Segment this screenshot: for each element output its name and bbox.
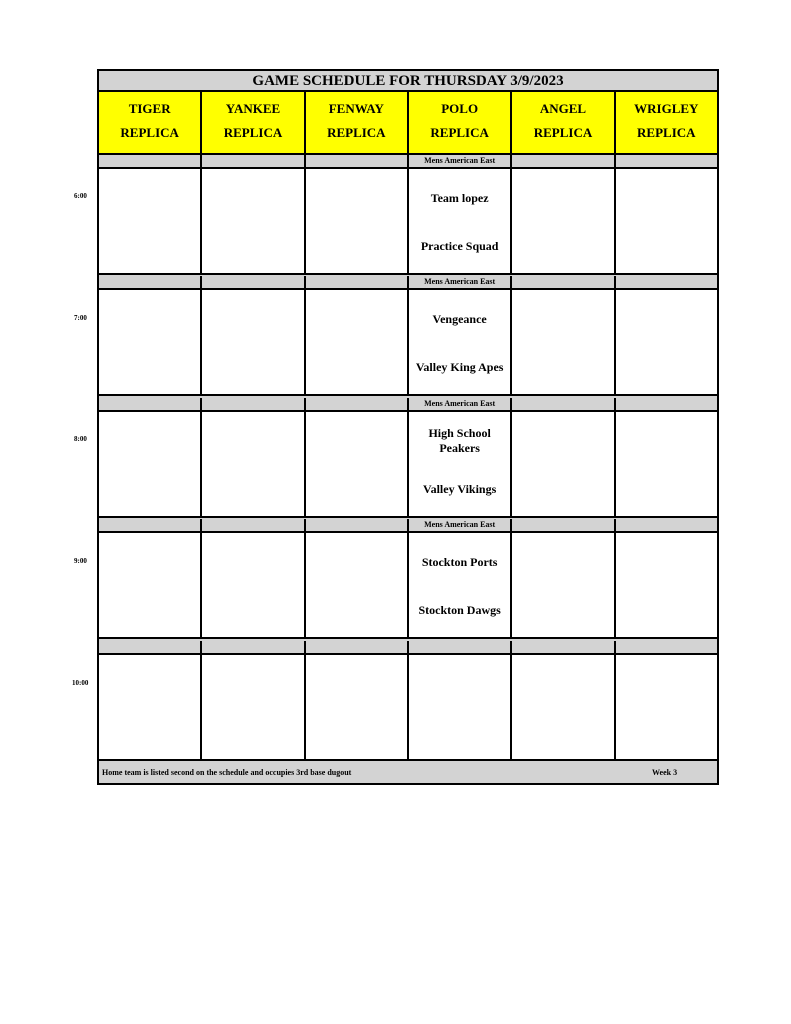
field-subtitle: REPLICA	[223, 125, 283, 140]
away-team	[308, 181, 405, 215]
game-cell	[306, 169, 409, 273]
away-team	[618, 181, 715, 215]
game-cell	[616, 412, 717, 516]
field-subtitle: REPLICA	[120, 125, 179, 140]
away-team: Vengeance	[432, 311, 487, 326]
away-team	[308, 667, 405, 701]
game-cell	[202, 412, 305, 516]
time-label-7: 7:00	[74, 314, 87, 322]
field-name: WRIGLEY	[634, 101, 699, 116]
game-cell	[616, 290, 717, 394]
schedule-title: GAME SCHEDULE FOR THURSDAY 3/9/2023	[99, 71, 717, 92]
game-cell	[99, 412, 202, 516]
away-team	[618, 667, 715, 701]
away-team	[514, 302, 611, 336]
field-header-yankee	[202, 92, 305, 153]
division-label: Mens American East	[409, 398, 512, 410]
game-cell	[306, 412, 409, 516]
division-label	[99, 155, 202, 167]
away-team: Team lopez	[430, 190, 489, 205]
field-name: ANGEL	[539, 101, 587, 116]
game-cell	[202, 290, 305, 394]
time-label-6: 6:00	[74, 192, 87, 200]
division-band	[99, 276, 717, 290]
field-header-wrigley	[616, 92, 717, 153]
division-label	[512, 276, 615, 288]
division-label: Mens American East	[409, 155, 512, 167]
footer-note: Home team is listed second on the schedule and occupies 3rd base dugout	[102, 768, 352, 777]
home-team: Valley Vikings	[423, 482, 497, 496]
away-team	[101, 424, 198, 458]
week-label: Week 3	[652, 768, 678, 777]
away-team	[308, 424, 405, 458]
division-label	[616, 519, 717, 531]
division-label	[99, 276, 202, 288]
time-label-8: 8:00	[74, 435, 87, 443]
division-label	[512, 155, 615, 167]
field-header-angel	[512, 92, 615, 153]
division-label	[306, 155, 409, 167]
time-slot-row	[99, 290, 717, 396]
away-team	[101, 302, 198, 336]
away-team	[514, 424, 611, 458]
division-label	[616, 276, 717, 288]
home-team: Stockton Dawgs	[418, 603, 501, 617]
away-team	[101, 181, 198, 215]
away-team	[204, 424, 301, 458]
division-label	[306, 276, 409, 288]
division-label	[616, 398, 717, 410]
division-label	[616, 641, 717, 653]
away-team: Stockton Ports	[421, 554, 498, 569]
division-label	[306, 641, 409, 653]
time-slot-row	[99, 169, 717, 275]
away-team	[204, 181, 301, 215]
away-team	[618, 424, 715, 458]
field-subtitle: REPLICA	[327, 125, 386, 140]
game-cell	[202, 533, 305, 637]
division-label	[616, 155, 717, 167]
game-cell	[616, 655, 717, 759]
away-team	[514, 667, 611, 701]
game-cell	[409, 655, 512, 759]
division-band	[99, 398, 717, 412]
game-cell	[512, 290, 615, 394]
game-cell	[512, 169, 615, 273]
home-team: Practice Squad	[420, 239, 499, 253]
division-label	[99, 641, 202, 653]
schedule-table	[97, 69, 719, 785]
field-subtitle: REPLICA	[430, 125, 489, 140]
game-cell	[306, 533, 409, 637]
game-cell	[512, 412, 615, 516]
division-label	[512, 641, 615, 653]
game-cell	[99, 655, 202, 759]
away-team	[204, 667, 301, 701]
game-cell	[616, 533, 717, 637]
away-team	[101, 667, 198, 701]
away-team	[514, 545, 611, 579]
away-team	[308, 545, 405, 579]
away-team	[618, 545, 715, 579]
time-label-10: 10:00	[72, 679, 89, 687]
game-cell	[306, 655, 409, 759]
division-label	[306, 519, 409, 531]
game-cell	[99, 533, 202, 637]
division-band	[99, 641, 717, 655]
field-subtitle: REPLICA	[637, 125, 696, 140]
away-team	[618, 302, 715, 336]
field-name: POLO	[441, 101, 479, 116]
game-cell	[409, 412, 512, 516]
division-label	[202, 155, 305, 167]
field-header-tiger	[99, 92, 202, 153]
game-cell	[99, 290, 202, 394]
time-slot-row	[99, 412, 717, 518]
home-team: Valley King Apes	[415, 360, 504, 374]
division-label	[202, 398, 305, 410]
division-label: Mens American East	[409, 519, 512, 531]
game-cell	[99, 169, 202, 273]
field-header-fenway	[306, 92, 409, 153]
game-cell	[306, 290, 409, 394]
away-team	[514, 181, 611, 215]
game-cell	[202, 655, 305, 759]
division-band	[99, 519, 717, 533]
division-label	[306, 398, 409, 410]
game-cell	[512, 533, 615, 637]
time-slot-row	[99, 533, 717, 639]
away-team	[204, 545, 301, 579]
schedule-footer	[99, 763, 717, 783]
field-name: YANKEE	[225, 101, 281, 116]
time-label-9: 9:00	[74, 557, 87, 565]
away-team	[101, 545, 198, 579]
division-label	[202, 276, 305, 288]
division-label	[202, 641, 305, 653]
game-cell	[409, 533, 512, 637]
field-subtitle: REPLICA	[533, 125, 593, 140]
away-team: High School Peakers	[428, 426, 491, 455]
away-team	[204, 302, 301, 336]
field-header-row	[99, 92, 717, 155]
division-label	[99, 519, 202, 531]
division-label	[512, 398, 615, 410]
field-name: FENWAY	[328, 101, 384, 116]
division-band	[99, 155, 717, 169]
game-cell	[616, 169, 717, 273]
field-header-polo	[409, 92, 512, 153]
game-cell	[409, 290, 512, 394]
division-label	[409, 641, 512, 653]
time-slot-row	[99, 655, 717, 761]
away-team	[308, 302, 405, 336]
away-team	[411, 667, 508, 701]
field-name: TIGER	[128, 101, 171, 116]
division-label: Mens American East	[409, 276, 512, 288]
division-label	[99, 398, 202, 410]
division-label	[202, 519, 305, 531]
game-cell	[202, 169, 305, 273]
division-label	[512, 519, 615, 531]
game-cell	[512, 655, 615, 759]
game-cell	[409, 169, 512, 273]
